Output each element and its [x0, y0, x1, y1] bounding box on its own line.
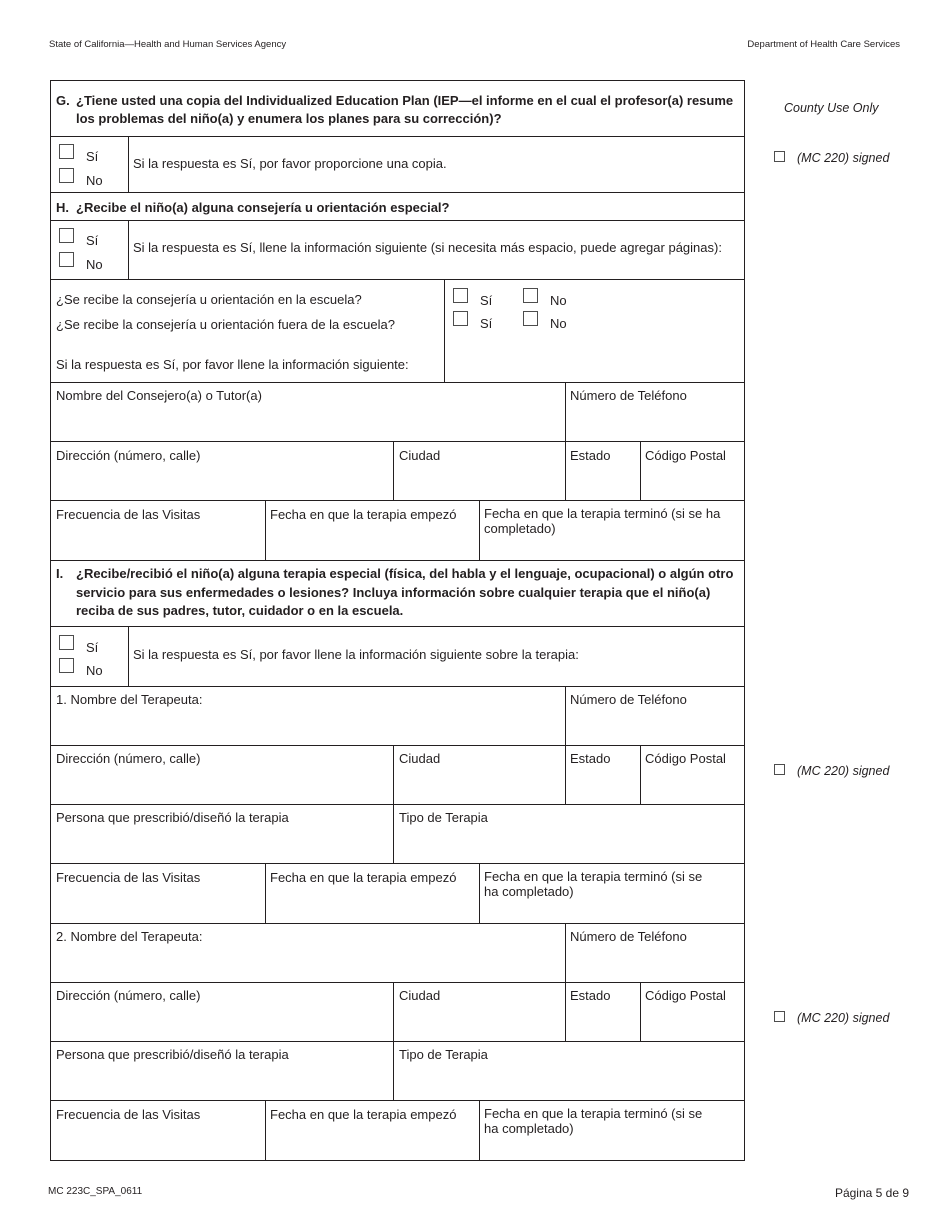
therapist-2-frequency-label: Frecuencia de las Visitas — [56, 1107, 201, 1122]
h-instruction: Si la respuesta es Sí, llene la información siguiente (si necesita más espacio, puede agregar páginas): — [133, 240, 722, 255]
h-start-date-label: Fecha en que la terapia empezó — [270, 507, 457, 522]
therapist-1-city-label: Ciudad — [399, 751, 441, 766]
h-city-label: Ciudad — [399, 448, 441, 463]
i-yes-checkbox[interactable] — [59, 635, 74, 650]
h-no-label: No — [86, 257, 103, 272]
h-no-checkbox[interactable] — [59, 252, 74, 267]
therapist-1-name-label: 1. Nombre del Terapeuta: — [56, 692, 203, 707]
therapist-2-phone-label: Número de Teléfono — [570, 929, 687, 944]
g-yes-label: Sí — [86, 149, 99, 164]
g-no-checkbox[interactable] — [59, 168, 74, 183]
h-school-yes-checkbox[interactable] — [453, 288, 468, 303]
i-yes-label: Sí — [86, 640, 99, 655]
section-h-letter: H. — [56, 200, 69, 215]
therapist-1-type-label: Tipo de Terapia — [399, 810, 488, 825]
therapist-1-address-label: Dirección (número, calle) — [56, 751, 201, 766]
therapist-2-address-label: Dirección (número, calle) — [56, 988, 201, 1003]
h-school-no-checkbox[interactable] — [523, 288, 538, 303]
therapist-1-phone-label: Número de Teléfono — [570, 692, 687, 707]
h-yes-label: Sí — [86, 233, 99, 248]
county-use-only-label: County Use Only — [784, 101, 879, 115]
section-g-letter: G. — [56, 93, 70, 108]
h-zip-label: Código Postal — [645, 448, 726, 463]
h-counselor-name-label: Nombre del Consejero(a) o Tutor(a) — [56, 388, 262, 403]
i-no-checkbox[interactable] — [59, 658, 74, 673]
therapist-1-prescriber-label: Persona que prescribió/diseñó la terapia — [56, 810, 289, 825]
therapist-2-prescriber-label: Persona que prescribió/diseñó la terapia — [56, 1047, 289, 1062]
g-instruction: Si la respuesta es Sí, por favor proporcione una copia. — [133, 156, 447, 171]
therapist-1-zip-label: Código Postal — [645, 751, 726, 766]
h-outside-yes-label: Sí — [480, 316, 493, 331]
h-address-label: Dirección (número, calle) — [56, 448, 201, 463]
therapist-2-city-label: Ciudad — [399, 988, 441, 1003]
h-end-date-label: Fecha en que la terapia terminó (si se ha completado) — [484, 506, 721, 536]
therapist-1-start-date-label: Fecha en que la terapia empezó — [270, 870, 457, 885]
page-number: Página 5 de 9 — [834, 1186, 909, 1200]
county-signed-checkbox-3[interactable] — [774, 1011, 785, 1022]
h-frequency-label: Frecuencia de las Visitas — [56, 507, 201, 522]
h-school-question: ¿Se recibe la consejería u orientación en la escuela? — [56, 292, 362, 307]
h-outside-yes-checkbox[interactable] — [453, 311, 468, 326]
therapist-2-end-date-label: Fecha en que la terapia terminó (si se ha completado) — [484, 1106, 703, 1136]
section-h-question: ¿Recibe el niño(a) alguna consejería u orientación especial? — [76, 200, 450, 215]
therapist-1-state-label: Estado — [570, 751, 611, 766]
h-yes-checkbox[interactable] — [59, 228, 74, 243]
therapist-2-start-date-label: Fecha en que la terapia empezó — [270, 1107, 457, 1122]
g-no-label: No — [86, 173, 103, 188]
section-g-question: ¿Tiene usted una copia del Individualized Education Plan (IEP—el informe en el cual el profesor(a) resume los problemas del niño(a) y enumera los planes para su corrección)? — [76, 93, 734, 126]
h-fill-info: Si la respuesta es Sí, por favor llene la información siguiente: — [56, 357, 409, 372]
h-outside-no-checkbox[interactable] — [523, 311, 538, 326]
h-phone-label: Número de Teléfono — [570, 388, 687, 403]
form-id: MC 223C_SPA_0611 — [48, 1186, 143, 1197]
h-outside-question: ¿Se recibe la consejería u orientación fuera de la escuela? — [56, 317, 395, 332]
h-outside-no-label: No — [550, 316, 567, 331]
department-header: Department of Health Care Services — [747, 39, 900, 50]
h-school-no-label: No — [550, 293, 567, 308]
therapist-1-end-date-label: Fecha en que la terapia terminó (si se ha completado) — [484, 869, 703, 899]
i-no-label: No — [86, 663, 103, 678]
therapist-2-name-label: 2. Nombre del Terapeuta: — [56, 929, 203, 944]
h-state-label: Estado — [570, 448, 611, 463]
therapist-2-state-label: Estado — [570, 988, 611, 1003]
section-i-letter: I. — [56, 566, 64, 581]
county-signed-label-1: (MC 220) signed — [797, 151, 890, 165]
therapist-2-zip-label: Código Postal — [645, 988, 726, 1003]
agency-header: State of California—Health and Human Services Agency — [49, 39, 287, 50]
i-instruction: Si la respuesta es Sí, por favor llene la información siguiente sobre la terapia: — [133, 647, 579, 662]
h-school-yes-label: Sí — [480, 293, 493, 308]
therapist-1-frequency-label: Frecuencia de las Visitas — [56, 870, 201, 885]
county-signed-checkbox-2[interactable] — [774, 764, 785, 775]
county-signed-label-3: (MC 220) signed — [797, 1011, 890, 1025]
county-signed-label-2: (MC 220) signed — [797, 764, 890, 778]
section-i-question: ¿Recibe/recibió el niño(a) alguna terapia especial (física, del habla y el lenguaje, ocupacional) o algún otro servicio para sus enfermedades o lesiones? Incluya información sobre cualquier terapia que el niño(a) reciba de sus padres, tutor, cuidador o en la escuela. — [76, 566, 734, 618]
therapist-2-type-label: Tipo de Terapia — [399, 1047, 488, 1062]
county-signed-checkbox-1[interactable] — [774, 151, 785, 162]
g-yes-checkbox[interactable] — [59, 144, 74, 159]
